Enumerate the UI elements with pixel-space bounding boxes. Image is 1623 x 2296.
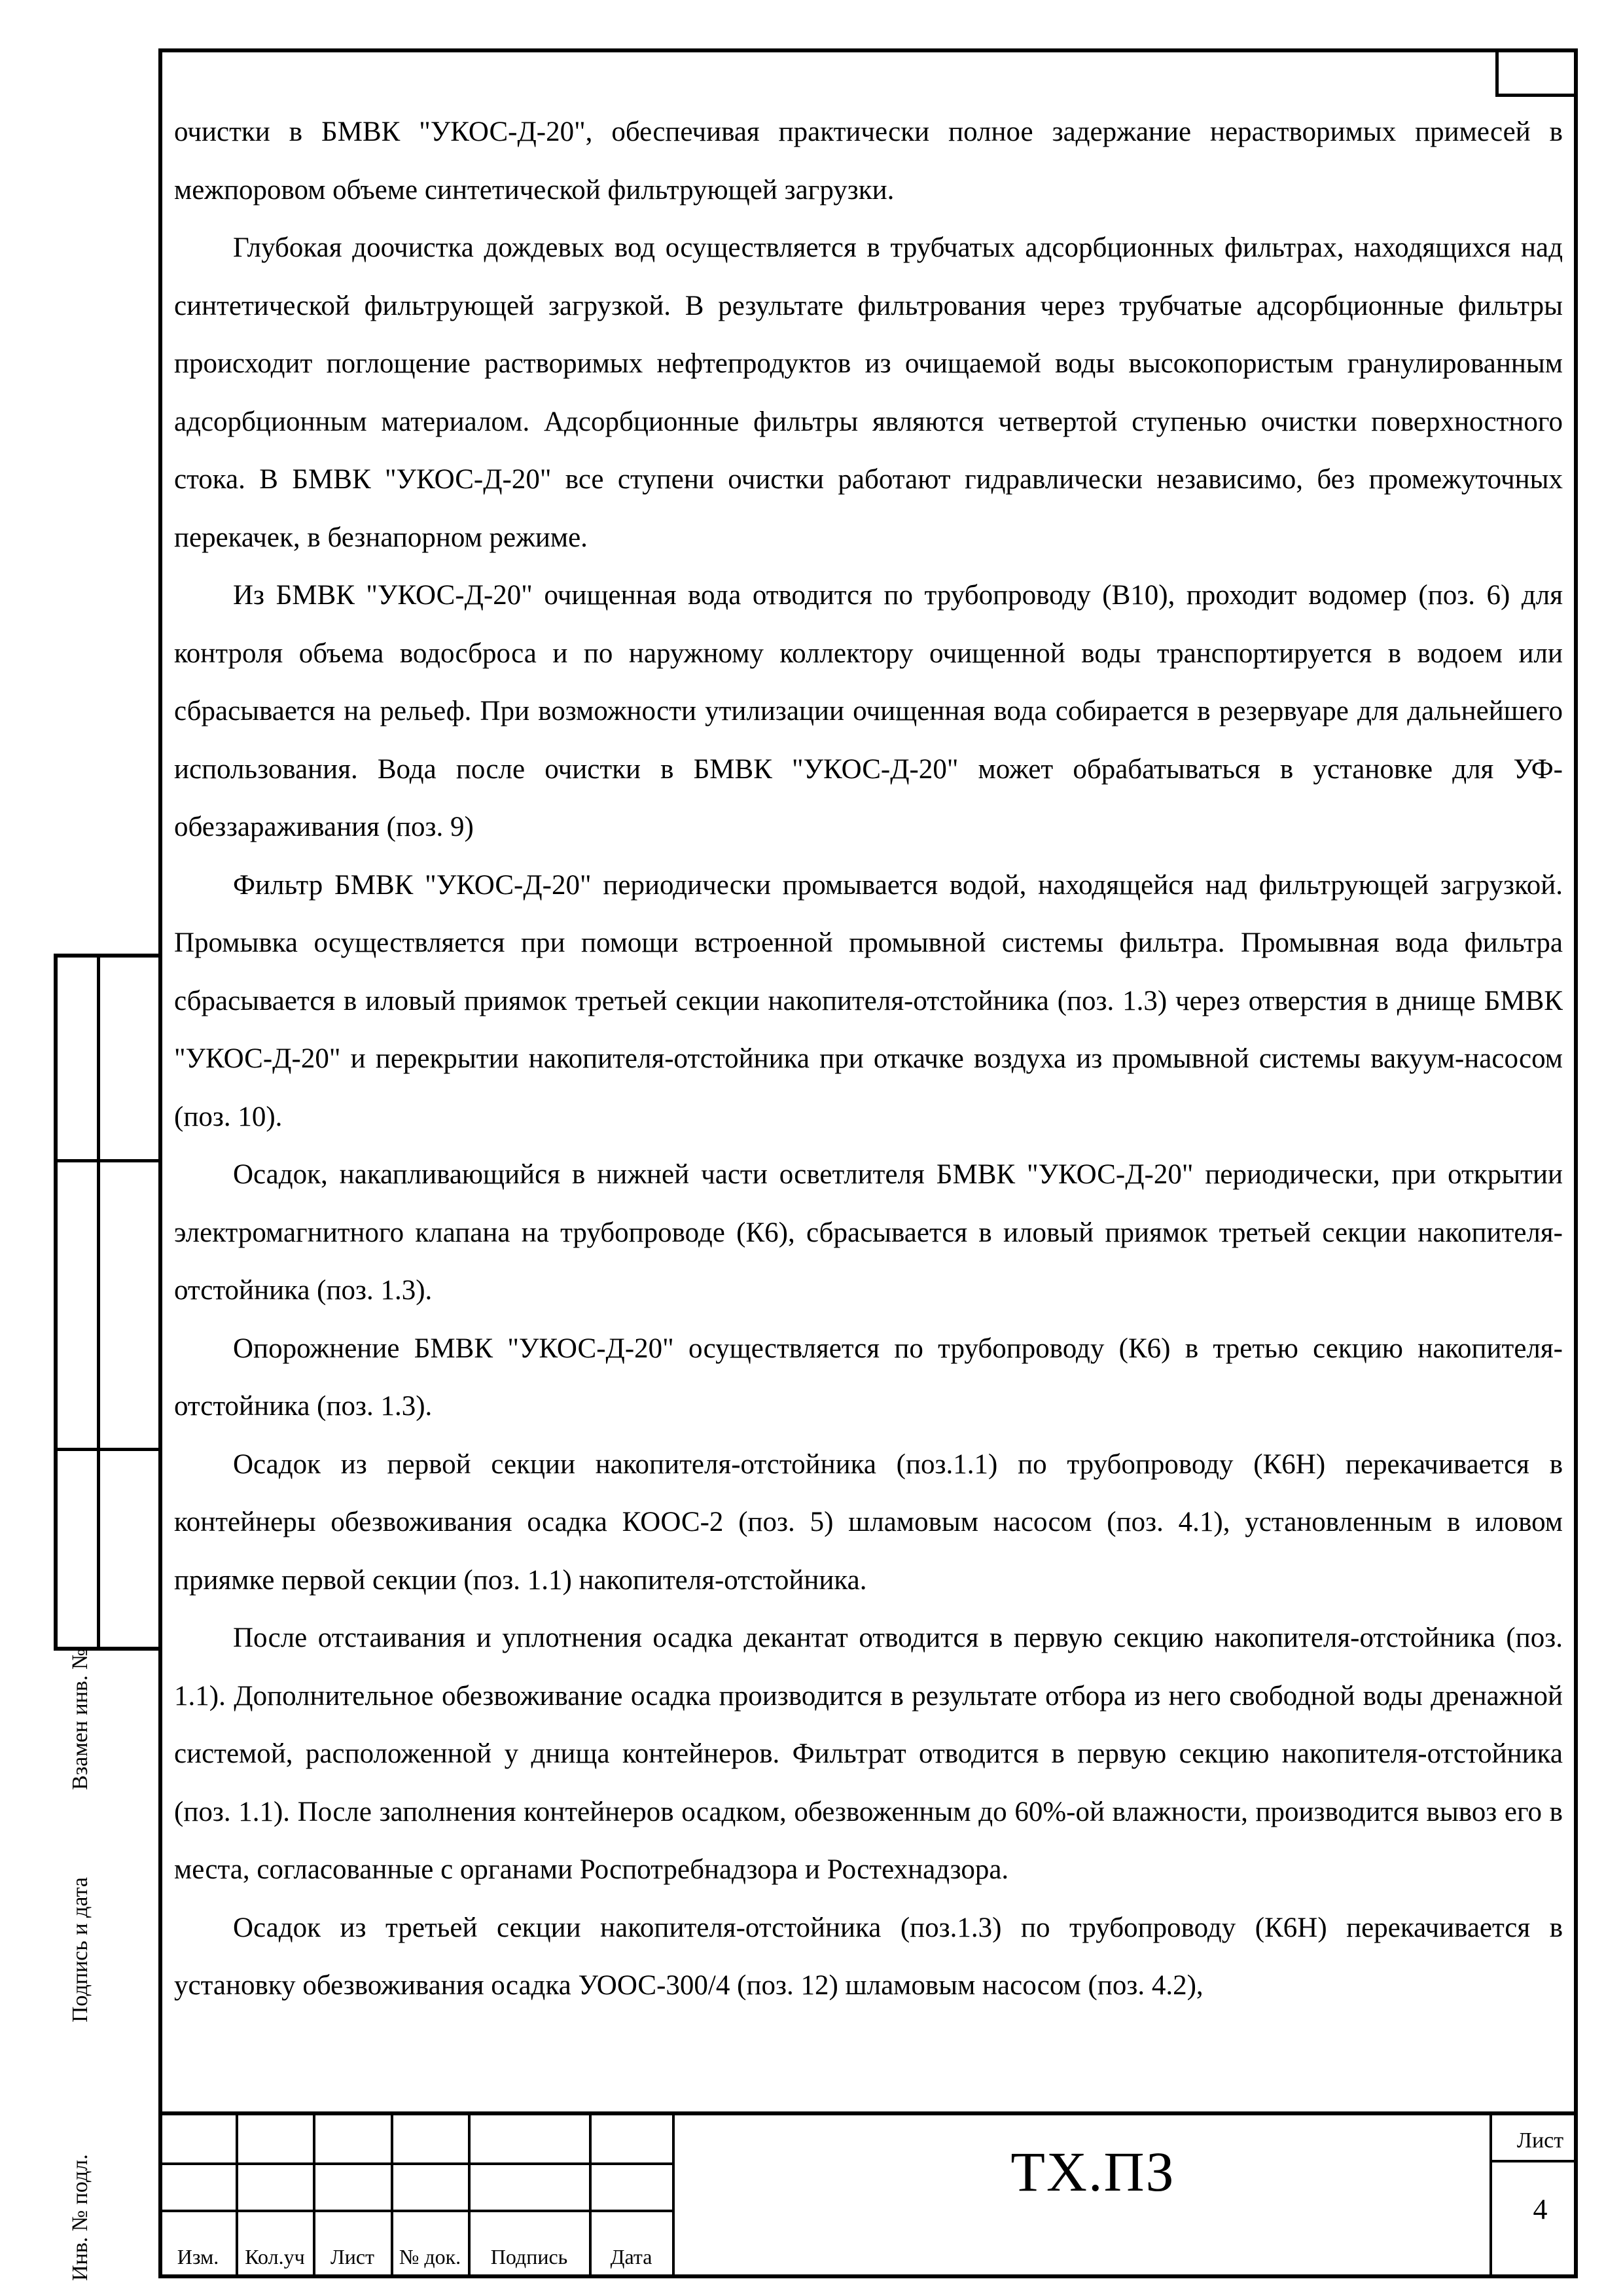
paragraph: После отстаивания и уплотнения осадка декантат отводится в первую секцию накопителя-отстойника (поз. 1.1). Дополнительное обезвоживание осадка производится в результате отбора из него свободной воды дренажной системой, расположенной у днища контейнеров. Фильтрат отводится в первую секцию накопителя-отстойника (поз. 1.1). После заполнения контейнеров осадком, обезвоженным до 60%-ой влажности, производится вывоз его в места, согласованные с органами Роспотребнадзора и Ростехнадзора. [174, 1623, 1563, 1885]
column-label-signature: Подпись [490, 2245, 568, 2269]
title-grid-line [1489, 2160, 1578, 2162]
paragraph: Фильтр БМВК "УКОС-Д-20" периодически промывается водой, находящейся над фильтрующей загрузкой. Промывка осуществляется при помощи встроенной промывной системы фильтра. Промывная вода фильтра сбрасывается в иловый приямок третьей секции накопителя-отстойника (поз. 1.3) через отверстия в днище БМВК "УКОС-Д-20" и перекрытии накопителя-отстойника при откачке воздуха из промывной системы вакуум-насосом (поз. 10). [174, 869, 1563, 1132]
paragraph: Из БМВК "УКОС-Д-20" очищенная вода отводится по трубопроводу (В10), проходит водомер (поз. 6) для контроля объема водосброса и по наружному коллектору очищенной воды транспортируется в водоем или сбрасывается на рельеф. При возможности утилизации очищенная вода собирается в резервуаре для дальнейшего использования. Вода после очистки в БМВК "УКОС-Д-20" может обрабатываться в установке для УФ-обеззараживания (поз. 9) [174, 580, 1563, 842]
margin-label-signature-date: Подпись и дата [68, 1877, 92, 2022]
body-text [174, 103, 1563, 2015]
column-label-sheet: Лист [330, 2245, 374, 2269]
column-label-date: Дата [610, 2245, 652, 2269]
margin-label-substitute: Взамен инв. № [68, 1648, 92, 1790]
margin-label-inventory: Инв. № подл. [68, 2154, 92, 2281]
paragraph: Осадок из третьей секции накопителя-отстойника (поз.1.3) по трубопроводу (К6Н) перекачивается в установку обезвоживания осадка УООС-300/4 (поз. 12) шламовым насосом (поз. 4.2), [174, 1912, 1563, 2001]
column-label-doc-number: № док. [399, 2245, 461, 2269]
corner-box [1495, 52, 1574, 97]
sheet-label: Лист [1516, 2128, 1564, 2153]
paragraph: очистки в БМВК "УКОС-Д-20", обеспечивая практически полное задержание нерастворимых примесей в межпоровом объеме синтетической фильтрующей загрузки. [174, 117, 1563, 206]
paragraph: Опорожнение БМВК "УКОС-Д-20" осуществляется по трубопроводу (К6) в третью секцию накопителя-отстойника (поз. 1.3). [174, 1333, 1563, 1422]
paragraph: Осадок, накапливающийся в нижней части осветлителя БМВК "УКОС-Д-20" периодически, при открытии электромагнитного клапана на трубопроводе (К6), сбрасывается в иловый приямок третьей секции накопителя-отстойника (поз. 1.3). [174, 1159, 1563, 1306]
margin-stamp-row-line [54, 1448, 158, 1451]
document-code: ТХ.ПЗ [1010, 2140, 1175, 2203]
column-label-change: Изм. [177, 2245, 219, 2269]
title-grid-line [1489, 2111, 1492, 2278]
title-grid-line [672, 2111, 675, 2278]
paragraph: Глубокая доочистка дождевых вод осуществляется в трубчатых адсорбционных фильтрах, находящихся над синтетической фильтрующей загрузкой. В результате фильтрования через трубчатые адсорбционные фильтры происходит поглощение растворимых нефтепродуктов из очищаемой воды высокопористым гранулированным адсорбционным материалом. Адсорбционные фильтры являются четвертой ступенью очистки поверхностного стока. В БМВК "УКОС-Д-20" все ступени очистки работают гидравлически независимо, без промежуточных перекачек, в безнапорном режиме. [174, 232, 1563, 553]
paragraph: Осадок из первой секции накопителя-отстойника (поз.1.1) по трубопроводу (К6Н) перекачивается в контейнеры обезвоживания осадка КООС-2 (поз. 5) шламовым насосом (поз. 4.1), установленным в иловом приямке первой секции (поз. 1.1) накопителя-отстойника. [174, 1448, 1563, 1596]
column-label-quantity: Кол.уч [245, 2245, 305, 2269]
margin-stamp-row-line [54, 1159, 158, 1162]
margin-stamp-divider [97, 954, 100, 1651]
margin-stamp-table [54, 954, 158, 1651]
sheet-number: 4 [1533, 2193, 1548, 2225]
